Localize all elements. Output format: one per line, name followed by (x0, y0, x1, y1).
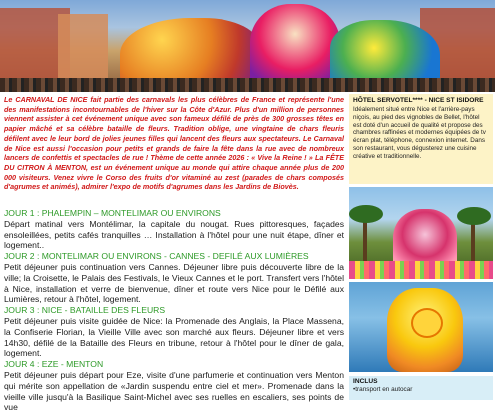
day-title: JOUR 2 : MONTELIMAR OU ENVIRONS - CANNES - DEFILÉ AUX LUMIÈRES (4, 251, 309, 262)
hotel-title: HÔTEL SERVOTEL**** - NICE ST ISIDORE (353, 97, 484, 104)
citrus-face (411, 308, 443, 338)
flower-parade-photo (349, 187, 493, 279)
intro-paragraph: Le CARNAVAL DE NICE fait partie des carnavals les plus célèbres de France et représente l'une des manifestations incontournables de l'hiver sur la Côte d'Azur. Plus d'un million de personnes viennent assister à cet événement unique avec son fameux défilé de près de 300 grosses têtes en papier mâché et sa célèbre bataille de fleurs. Tradition oblige, une vingtaine de chars fleuris défilent avec le leur bord de jolies jeunes filles qui lancent des fleurs aux spectateurs. Le Carnaval de Nice est aussi l'occasion pour petits et grands de faire la fête dans la rue avec de nombreux lancers de confettis et spectacles de rue ! Thème de cette année 2026 : « Vive la Reine ! » La FÊTE DU CITRON À MENTON, est un événement unique au monde qui attire chaque année plus de 200 000 visiteurs. Venez vivre le Corso des fruits d'or vitaminé au zest (parades de chars composés d'agrumes et animés), admirer l'expo de motifs d'agrumes dans les Jardins de Biovès. (4, 95, 344, 192)
day-title: JOUR 4 : EZE - MENTON (4, 359, 104, 370)
building-shape (58, 14, 108, 84)
carnival-hero-photo (0, 0, 495, 92)
included-box (349, 376, 493, 400)
included-item: •transport en autocar (353, 386, 413, 393)
palm-leaves (349, 205, 383, 223)
included-title: INCLUS (353, 378, 378, 385)
flower-bed (349, 261, 493, 279)
day-text: Petit déjeuner puis continuation vers Cannes. Déjeuner libre puis découverte libre de la ville; la Croisette, le Palais des Festivals, le Vieux Cannes et le port. Transfert vers l'hôtel à Nice, installation et verre de bienvenue, dîner et route vers Nice pour le Défilé aux Lumières, retour à l'hôtel, logement. (4, 261, 344, 305)
hotel-description: Idéalement situé entre Nice et l'arrière-pays niçois, au pied des vignobles de Bellet, l'hôtel est doté d'un accueil de qualité et propose des chambres raffinées et modernes équipées de tv écran plat, téléphone, connexion internet. Dans son restaurant, vous dégusterez une cuisine créative et traditionnelle. (353, 106, 486, 160)
day-title: JOUR 3 : NICE - BATAILLE DES FLEURS (4, 305, 166, 316)
day-text: Petit déjeuner puis visite guidée de Nice: la Promenade des Anglais, la Place Massena, la Confiserie Florian, la Vieille Ville avec son marché aux fleurs. Déjeuner libre et vers 14h30, défilé de la Bataille des Fleurs en tribune, retour à l'hôtel pour le dîner de gala, logement. (4, 315, 344, 359)
palm-leaves (457, 207, 491, 225)
day-title: JOUR 1 : PHALEMPIN – MONTELIMAR OU ENVIRONS (4, 208, 221, 218)
day-text: Départ matinal vers Montélimar, la capitale du nougat. Rues pittoresques, façades ensoleillées, petits cafés tranquilles … Installation à l'hôtel pour une nuit étape, dîner et logement.. (4, 218, 344, 251)
hotel-info-box (349, 94, 493, 184)
lemon-festival-photo (349, 282, 493, 372)
crowd-strip (0, 78, 495, 92)
day-text: Petit déjeuner puis départ pour Eze, visite d'une parfumerie et continuation vers Menton qui mérite son appellation de «Jardin suspendu entre ciel et mer». Promenade dans la vieille ville jusqu'à la Basilique Saint-Michel avec ses ruelles en escaliers, ses points de vue (4, 369, 344, 413)
itinerary (4, 208, 344, 413)
